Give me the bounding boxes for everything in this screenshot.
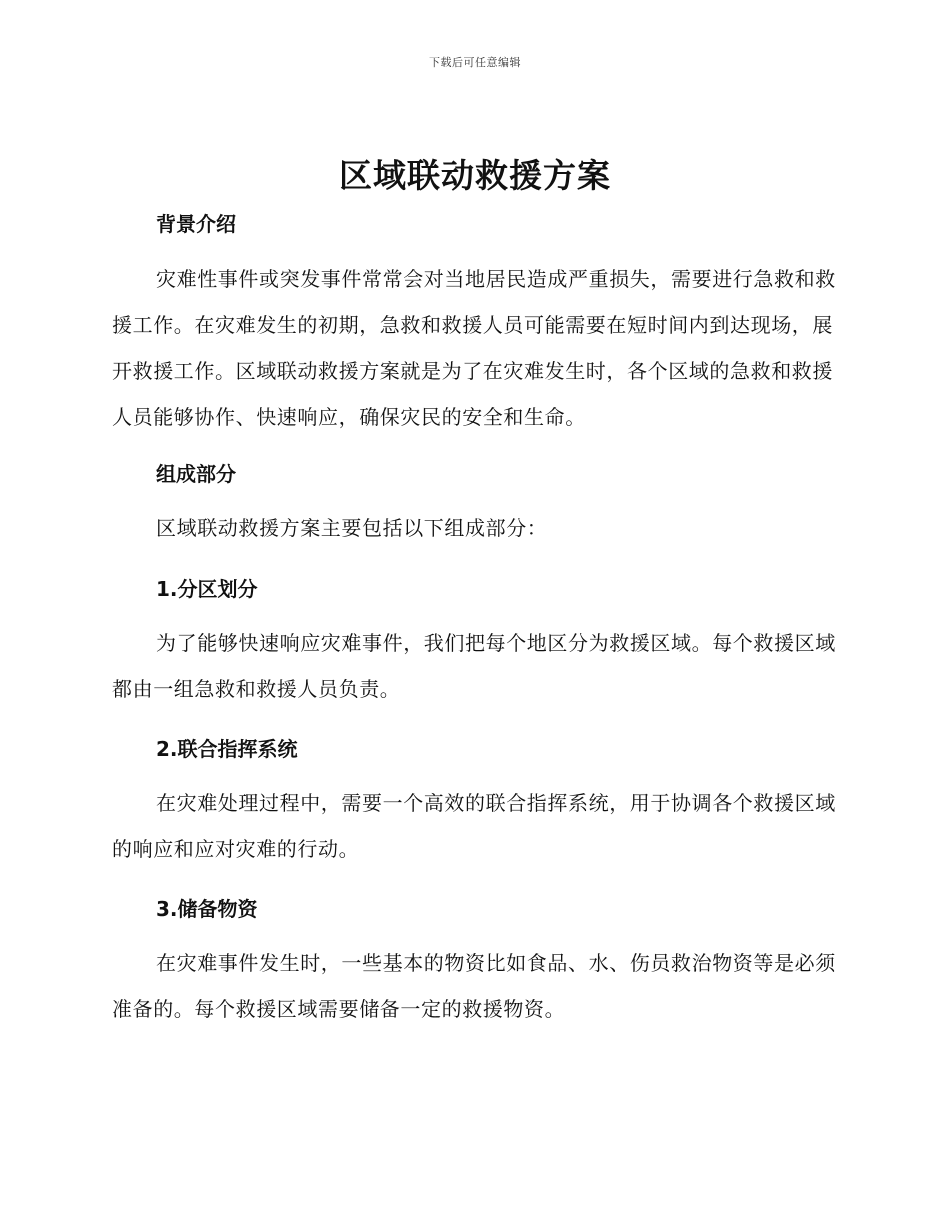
heading-command: 2.联合指挥系统 — [156, 737, 298, 761]
heading-components: 组成部分 — [156, 462, 236, 486]
paragraph-components-intro: 区域联动救援方案主要包括以下组成部分： — [156, 516, 548, 540]
paragraph-command: 在灾难处理过程中，需要一个高效的联合指挥系统，用于协调各个救援区域的响应和应对灾难的行动。 — [112, 791, 836, 861]
document-title: 区域联动救援方案 — [339, 156, 611, 195]
paragraph-supplies: 在灾难事件发生时，一些基本的物资比如食品、水、伤员救治物资等是必须准备的。每个救援区域需要储备一定的救援物资。 — [112, 951, 836, 1021]
header-note: 下载后可任意编辑 — [429, 56, 521, 69]
heading-background: 背景介绍 — [156, 212, 236, 236]
heading-supplies: 3.储备物资 — [156, 897, 258, 921]
paragraph-background: 灾难性事件或突发事件常常会对当地居民造成严重损失，需要进行急救和救援工作。在灾难发生的初期，急救和救援人员可能需要在短时间内到达现场，展开救援工作。区域联动救援方案就是为了在灾难发生时，各个区域的急救和救援人员能够协作、快速响应，确保灾民的安全和生命。 — [112, 267, 836, 429]
heading-zoning: 1.分区划分 — [156, 577, 258, 601]
paragraph-zoning: 为了能够快速响应灾难事件，我们把每个地区分为救援区域。每个救援区域都由一组急救和救援人员负责。 — [112, 631, 836, 701]
